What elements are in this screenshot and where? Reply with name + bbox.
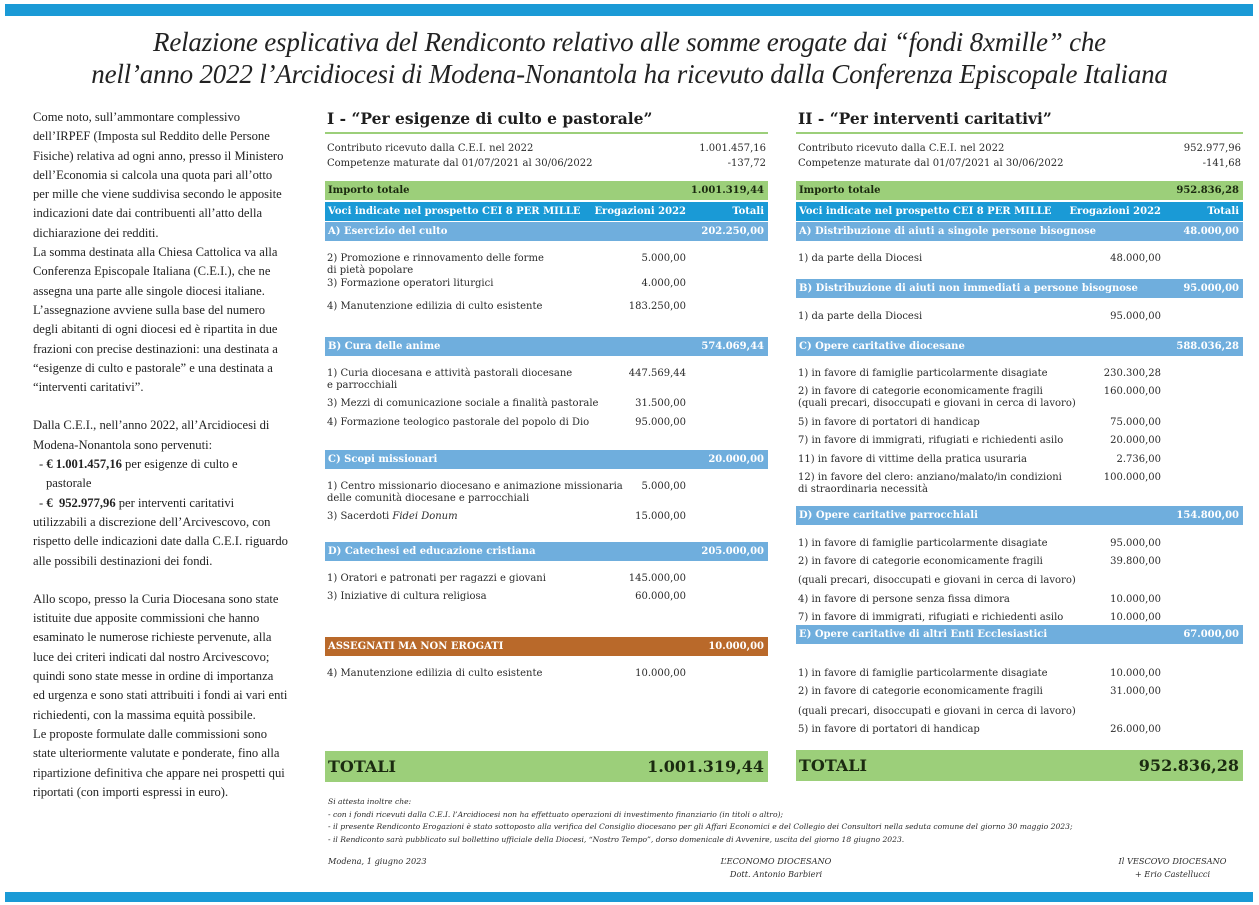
page-title [0,26,1259,90]
line-item-amount: 183.250,00 [628,301,686,312]
section-label: C) Scopi missionari [328,454,438,465]
line-item-amount: 100.000,00 [1103,472,1161,483]
line-item-amount: 39.800,00 [1110,556,1161,567]
line-item-text: 1) da parte della Diocesi [798,311,923,322]
totali-label: TOTALI [328,757,397,776]
section-header [325,222,768,241]
line-item-text: 4) Manutenzione edilizia di culto esistente [327,668,543,679]
competenze-row-label: Competenze maturate dal 01/07/2021 al 30/06/2022 [327,158,593,169]
line-item-text: 1) Centro missionario diocesano e animazione missionaria [327,481,623,492]
header-voci: Voci indicate nel prospetto CEI 8 PER MILLE [799,206,1052,217]
footer-line: - il Rendiconto sarà pubblicato sul bollettino ufficiale della Diocesi, “Nostro Tempo”, dorso domenicale di Avvenire, uscita del giorno 18 giugno 2023. [328,834,905,844]
section-header [325,337,768,356]
section-label: C) Opere caritative diocesane [799,341,965,352]
totali-band [796,750,1243,781]
line-item-amount: 75.000,00 [1110,417,1161,428]
importo-totale-band [325,181,768,200]
line-item-text: 1) Oratori e patronati per ragazzi e giovani [327,573,546,584]
line-item-amount: 20.000,00 [1110,435,1161,446]
line-item-text-cont: di pietà popolare [327,265,414,276]
line-item-amount: 60.000,00 [635,591,686,602]
section-label: D) Catechesi ed educazione cristiana [328,546,536,557]
line-item-text: 2) in favore di categorie economicamente fragili [798,386,1043,397]
intro-paragraph: Dalla C.E.I., nell’anno 2022, all’Arcidiocesi di Modena-Nonantola sono pervenuti: [33,418,270,452]
line-item-amount: 10.000,00 [1110,594,1161,605]
line-item-text: 7) in favore di immigrati, rifugiati e richiedenti asilo [798,435,1064,446]
contributo-row-label: Contributo ricevuto dalla C.E.I. nel 2022 [798,143,1005,154]
section-total: 574.069,44 [701,341,764,352]
line-item-text: 7) in favore di immigrati, rifugiati e richiedenti asilo [798,612,1064,623]
line-item-text: 2) in favore di categorie economicamente fragili [798,556,1043,567]
line-item-amount: 31.500,00 [635,398,686,409]
section-total: 10.000,00 [708,641,764,652]
totali-value: 1.001.319,44 [647,757,764,776]
section-total: 48.000,00 [1183,226,1239,237]
totali-band [325,751,768,782]
section-label: E) Opere caritative di altri Enti Ecclesiastici [799,629,1048,640]
line-item-text: 4) Formazione teologico pastorale del popolo di Dio [327,417,590,428]
footer-notes [328,796,1228,846]
line-item-text: 5) in favore di portatori di handicap [798,417,980,428]
section-header [325,450,768,469]
section-total: 95.000,00 [1183,283,1239,294]
table-header [325,202,768,221]
line-item-amount: 10.000,00 [635,668,686,679]
line-item-text-cont: e parrocchiali [327,380,398,391]
line-item-amount: 95.000,00 [635,417,686,428]
line-item-text: 1) in favore di famiglie particolarmente disagiate [798,538,1048,549]
line-item-text: 4) in favore di persone senza fissa dimora [798,594,1010,605]
line-item-amount: 15.000,00 [635,511,686,522]
bottom-bar [5,892,1253,902]
intro-paragraph: utilizzabili a discrezione dell’Arcivescovo, con rispetto delle indicazioni date dalla C.E.I. riguardo alle possibili destinazioni dei fondi. [33,514,288,568]
amount-item: - € 1.001.457,16 per esigenze di culto e [39,457,238,472]
line-item-text: (quali precari, disoccupati e giovani in cerca di lavoro) [798,706,1076,717]
contributo-row-value: 1.001.457,16 [699,143,766,154]
section-total: 20.000,00 [708,454,764,465]
line-item-text: 3) Formazione operatori liturgici [327,278,494,289]
section-header [796,506,1243,525]
amount-item: - € 952.977,96 per interventi caritativi [39,495,235,510]
footer-line: - con i fondi ricevuti dalla C.E.I. l’Arcidiocesi non ha effettuato operazioni di investimento finanziario (in titoli o altro); [328,809,784,819]
header-erogazioni: Erogazioni 2022 [1069,206,1161,217]
section-header [796,337,1243,356]
culto-column [325,106,768,776]
section-label: B) Distribuzione di aiuti non immediati a persone bisognose [799,283,1138,294]
section-total: 588.036,28 [1176,341,1239,352]
competenze-row-value: -137,72 [727,158,766,169]
importo-totale-value: 952.836,28 [1176,185,1239,196]
amount-caritativi: € 952.977,96 [46,495,116,510]
line-item-text: 3) Iniziative di cultura religiosa [327,591,487,602]
line-item-text: 2) Promozione e rinnovamento delle forme [327,253,544,264]
section-total: 67.000,00 [1183,629,1239,640]
table-header [796,202,1243,221]
line-item-text: 1) da parte della Diocesi [798,253,923,264]
line-item-amount: 230.300,28 [1103,368,1161,379]
caritativi-column [796,106,1243,775]
totali-label: TOTALI [799,756,868,775]
line-item-amount: 4.000,00 [641,278,686,289]
section-header [796,279,1243,298]
line-item-amount: 160.000,00 [1103,386,1161,397]
line-item-amount: 10.000,00 [1110,668,1161,679]
line-item-text: 4) Manutenzione edilizia di culto esistente [327,301,543,312]
title-line-2: nell’anno 2022 l’Arcidiocesi di Modena-Nonantola ha ricevuto dalla Conferenza Episcopale Italiana [91,59,1168,89]
column-title: I - “Per esigenze di culto e pastorale” [325,106,768,134]
line-item-text-cont: di straordinaria necessità [798,484,928,495]
section-total: 202.250,00 [701,226,764,237]
intro-paragraph: Come noto, sull’ammontare complessivo dell’IRPEF (Imposta sul Reddito delle Persone Fisiche) relativa ad ogni anno, presso il Ministero dell’Economia si calcola una quota pari all’otto per mille che viene suddivisa secondo le apposite indicazioni date dai contribuenti all’atto della dichiarazione dei redditi. [33,110,284,240]
line-item-text: 1) Curia diocesana e attività pastorali diocesane [327,368,573,379]
section-label: ASSEGNATI MA NON EROGATI [328,641,504,652]
title-line-1: Relazione esplicativa del Rendiconto relativo alle somme erogate dai “fondi 8xmille” che [153,27,1106,57]
line-item-text: 11) in favore di vittime della pratica usuraria [798,454,1027,465]
line-item-text: 5) in favore di portatori di handicap [798,724,980,735]
intro-text [33,108,288,802]
section-label: D) Opere caritative parrocchiali [799,510,978,521]
line-item-amount: 95.000,00 [1110,311,1161,322]
economo-name: Dott. Antonio Barbieri [729,869,823,879]
intro-paragraph: La somma destinata alla Chiesa Cattolica va alla Conferenza Episcopale Italiana (C.E.I.), che ne assegna una parte alle singole diocesi italiane. L’assegnazione avviene sulla base del numero degli abitanti di ogni diocesi ed è ripartita in due frazioni con precise destinazioni: una destinata a “esigenze di culto e pastorale” e una destinata a “interventi caritativi”. [33,245,278,395]
importo-totale-label: Importo totale [328,185,410,196]
line-item-text: (quali precari, disoccupati e giovani in cerca di lavoro) [798,575,1076,586]
header-totali: Totali [1207,206,1239,217]
line-item-amount: 5.000,00 [641,253,686,264]
amount-item-cont: pastorale [46,476,92,491]
header-totali: Totali [732,206,764,217]
line-item-amount: 31.000,00 [1110,686,1161,697]
section-label: B) Cura delle anime [328,341,441,352]
vescovo-title: Il VESCOVO DIOCESANO [1118,856,1227,866]
line-item-text: 1) in favore di famiglie particolarmente disagiate [798,668,1048,679]
column-title: II - “Per interventi caritativi” [796,106,1243,134]
line-item-amount: 95.000,00 [1110,538,1161,549]
competenze-row-label: Competenze maturate dal 01/07/2021 al 30/06/2022 [798,158,1064,169]
assegnati-non-erogati-band [325,637,768,656]
section-label: A) Distribuzione di aiuti a singole persone bisognose [799,226,1097,237]
section-header [796,625,1243,644]
contributo-row-value: 952.977,96 [1183,143,1241,154]
line-item-italic: Fidei Donum [392,511,458,522]
totali-value: 952.836,28 [1138,756,1239,775]
section-total: 205.000,00 [701,546,764,557]
importo-totale-value: 1.001.319,44 [690,185,764,196]
footer-line: - il presente Rendiconto Erogazioni è stato sottoposto alla verifica del Consiglio diocesano per gli Affari Economici e del Collegio dei Consultori nella seduta comune del giorno 30 maggio 2023; [328,822,1073,831]
line-item-text: 3) Mezzi di comunicazione sociale a finalità pastorale [327,398,599,409]
header-erogazioni: Erogazioni 2022 [594,206,686,217]
economo-signature [676,855,876,881]
line-item-amount: 447.569,44 [628,368,686,379]
line-item-amount: 2.736,00 [1116,454,1161,465]
header-voci: Voci indicate nel prospetto CEI 8 PER MILLE [328,206,581,217]
line-item-text-cont: (quali precari, disoccupati e giovani in cerca di lavoro) [798,398,1076,409]
line-item-text: 2) in favore di categorie economicamente fragili [798,686,1043,697]
line-item-text: 12) in favore del clero: anziano/malato/in condizioni [798,472,1062,483]
section-label: A) Esercizio del culto [328,226,448,237]
line-item-text: 1) in favore di famiglie particolarmente disagiate [798,368,1048,379]
line-item-amount: 26.000,00 [1110,724,1161,735]
section-header [796,222,1243,241]
line-item-amount: 10.000,00 [1110,612,1161,623]
importo-totale-label: Importo totale [799,185,881,196]
competenze-row-value: -141,68 [1202,158,1241,169]
intro-paragraph: Allo scopo, presso la Curia Diocesana sono state istituite due apposite commissioni che hanno esaminato le numerose richieste pervenute, alla luce dei criteri indicati dal nostro Arcivescovo; quindi sono state messe in ordine di importanza ed urgenza e sono stati attribuiti i fondi ai vari enti richiedenti, con la massima equità possibile. [33,591,288,722]
economo-title: L’ECONOMO DIOCESANO [720,856,832,866]
place-date: Modena, 1 giugno 2023 [328,856,427,866]
contributo-row-label: Contributo ricevuto dalla C.E.I. nel 2022 [327,143,534,154]
importo-totale-band [796,181,1243,200]
section-header [325,542,768,561]
intro-paragraph: Le proposte formulate dalle commissioni sono state ulteriormente valutate e ponderate, fino alla ripartizione definitiva che appare nei prospetti qui riportati (con importi espressi in euro). [33,726,285,799]
line-item-label [798,706,1118,718]
line-item-amount: 145.000,00 [628,573,686,584]
line-item-label [798,575,1118,587]
top-bar [5,4,1253,16]
footer-intro: Si attesta inoltre che: [328,797,412,806]
section-total: 154.800,00 [1176,510,1239,521]
amount-culto: € 1.001.457,16 [46,457,122,472]
line-item-amount: 5.000,00 [641,481,686,492]
vescovo-name: + Erio Castellucci [1134,869,1211,879]
line-item-text: 3) Sacerdoti [327,511,393,522]
vescovo-signature [1100,855,1245,881]
line-item-amount: 48.000,00 [1110,253,1161,264]
line-item-text-cont: delle comunità diocesane e parrocchiali [327,493,530,504]
